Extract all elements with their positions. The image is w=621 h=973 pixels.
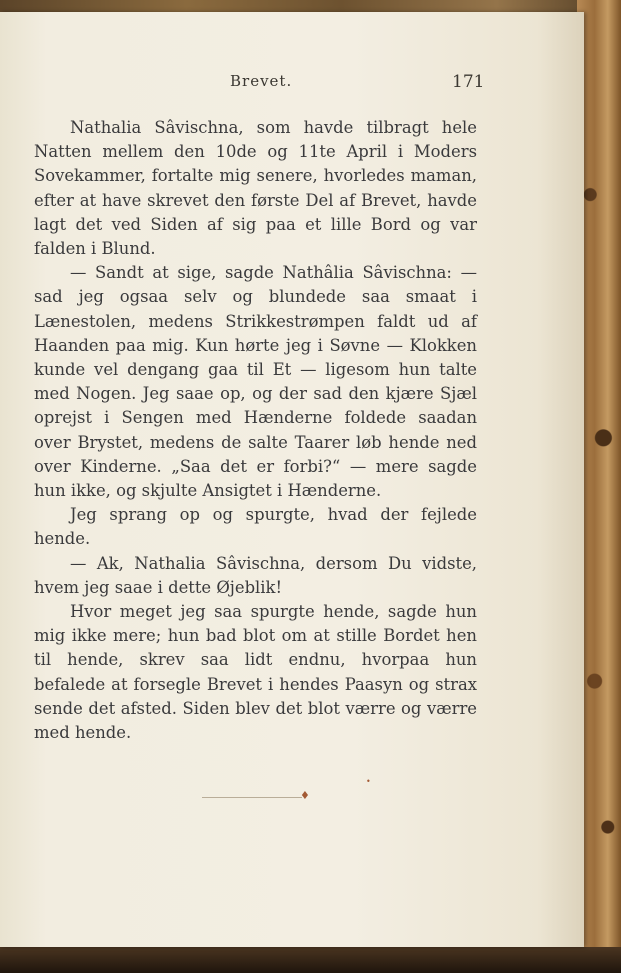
book-page bbox=[0, 12, 584, 947]
paragraph-2: — Sandt at sige, sagde Nathâlia Sâvischna: — sad jeg ogsaa selv og blundede saa smaat i Lænestolen, medens Strikkestrømpen faldt ud af Haanden paa mig. Kun hørte jeg i Søvne — Klokken kunde vel dengang gaa til Et — ligesom hun talte med Nogen. Jeg saae op, og der sad den kjære Sjæl oprejst i Sengen med Hænderne foldede saadan over Brystet, medens de salte Taarer løb hende ned over Kinderne. „Saa det er forbi?“ — mere sagde hun ikke, og skjulte Ansigtet i Hænderne. bbox=[34, 263, 477, 501]
paragraph-4: — Ak, Nathalia Sâvischna, dersom Du vidste, hvem jeg saae i dette Øjeblik! bbox=[34, 553, 477, 597]
divider-ornament-icon: ♦ bbox=[300, 789, 310, 802]
body-text bbox=[34, 116, 477, 745]
ink-speck-icon: • bbox=[366, 777, 371, 786]
page-number: 171 bbox=[452, 72, 485, 92]
paragraph-3: Jeg sprang op og spurgte, hvad der fejlede hende. bbox=[34, 505, 477, 549]
book-bottom-edge bbox=[0, 947, 621, 973]
running-title: Brevet. bbox=[230, 72, 293, 90]
page-header bbox=[0, 72, 584, 96]
paragraph-5: Hvor meget jeg saa spurgte hende, sagde hun mig ikke mere; hun bad blot om at stille Bordet hen til hende, skrev saa lidt endnu, hvorpaa hun befalede at forsegle Brevet i hendes Paasyn og strax sende det afsted. Siden blev det blot værre og værre med hende. bbox=[34, 602, 477, 743]
section-divider bbox=[202, 797, 302, 798]
paragraph-1: Nathalia Sâvischna, som havde tilbragt hele Natten mellem den 10de og 11te April i Moders Sovekammer, fortalte mig senere, hvorledes maman, efter at have skrevet den første Del af Brevet, havde lagt det ved Siden af sig paa et lille Bord og var falden i Blund. bbox=[34, 118, 477, 259]
